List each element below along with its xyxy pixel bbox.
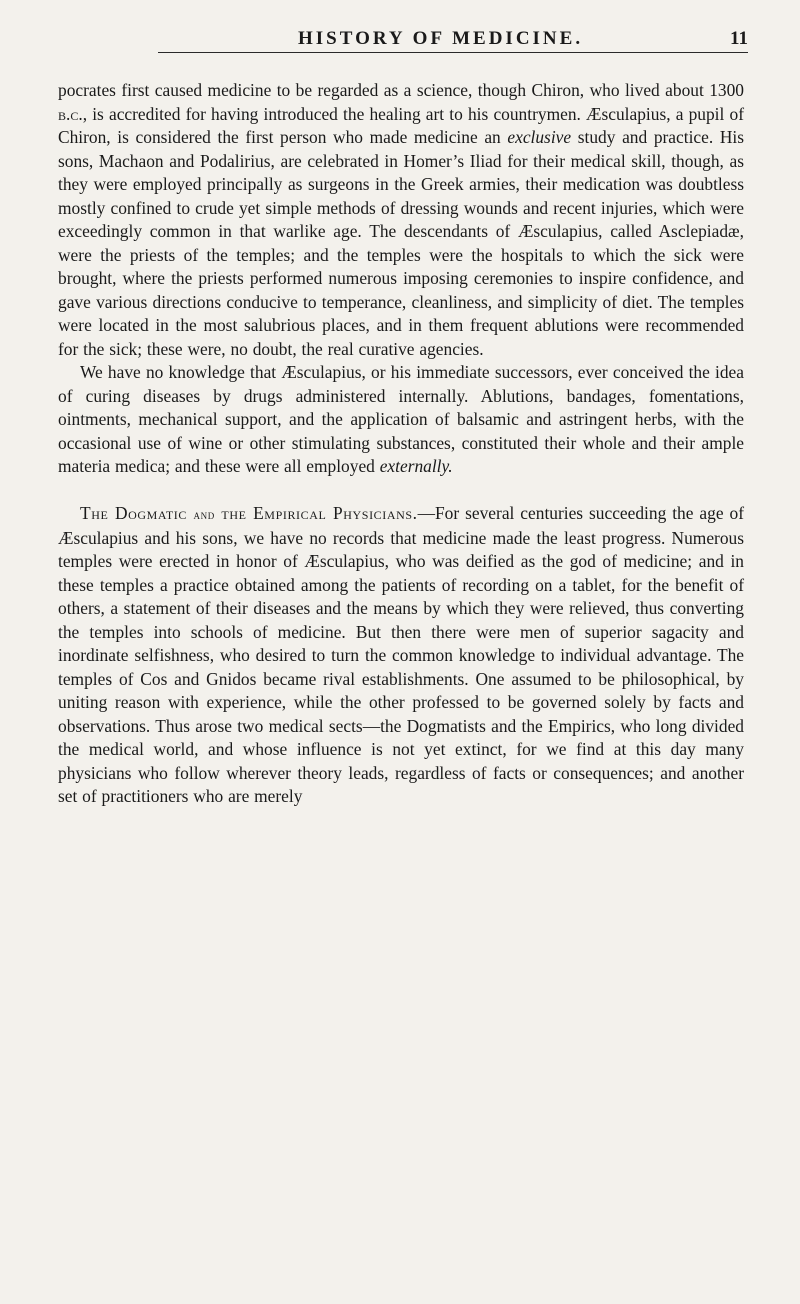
section-heading: The Dogmatic and the Empirical Physicians. xyxy=(80,503,418,523)
running-title: HISTORY OF MEDICINE. xyxy=(298,28,584,49)
paragraph-aesculapius: pocrates first caused medicine to be regarded as a science, though Chiron, who lived about 1300 b.c., is accredited for having introduced the healing art to his countrymen. Æsculapius, a pupil of Chiron, is considered the first person who made medicine an exclusive study and practice. His sons, Machaon and Podalirius, are celebrated in Homer’s Iliad for their medical skill, though, as they were employed principally as surgeons in the Greek armies, their medication was doubtless mostly confined to crude yet simple methods of dressing wounds and recent injuries, which were exceedingly common in that warlike age. The descendants of Æsculapius, called Asclepiadæ, were the priests of the temples; and the temples were the hospitals to which the sick were brought, where the priests performed numerous imposing ceremonies to inspire confidence, and gave various directions conducive to temperance, cleanliness, and simplicity of diet. The temples were located in the most salubrious places, and in them frequent ablutions were recommended for the sick; these were, no doubt, the real curative agencies. xyxy=(58,80,744,359)
emphasis-externally: externally. xyxy=(379,456,453,476)
emphasis-exclusive: exclusive xyxy=(507,127,572,147)
page-number: 11 xyxy=(730,28,748,49)
paragraph-dogmatic-empirical: The Dogmatic and the Empirical Physicians.—For several centuries succeeding the age of Æsculapius and his sons, we have no records that medicine made the least progress. Numerous temples were erected in honor of Æsculapius, who was deified as the god of medicine; and in these temples a practice obtained among the patients of recording on a tablet, for the benefit of others, a statement of their diseases and the means by which they were relieved, thus converting the temples into schools of medicine. But then there were men of superior sagacity and inordinate selfishness, who desired to turn the common knowledge to individual advantage. The temples of Cos and Gnidos became rival establishments. One assumed to be philosophical, by uniting reason with experience, while the other professed to be governed solely by facts and observations. Thus arose two medical sects—the Dogmatists and the Empirics, who long divided the medical world, and whose influence is not yet extinct, for we find at this day many physicians who follow wherever theory leads, regardless of facts or consequences; and another set of practitioners who are merely xyxy=(58,503,744,806)
body-text xyxy=(58,79,744,809)
paragraph-remedies: We have no knowledge that Æsculapius, or his immediate successors, ever conceived the idea of curing diseases by drugs administered internally. Ablutions, bandages, fomentations, ointments, mechanical support, and the application of balsamic and astringent herbs, with the occasional use of wine or other stimulating substances, constituted their whole and their ample materia medica; and these were all employed externally. xyxy=(58,362,744,476)
era-abbreviation: b.c. xyxy=(58,103,83,124)
section-gap xyxy=(58,479,744,503)
running-header xyxy=(158,28,748,53)
